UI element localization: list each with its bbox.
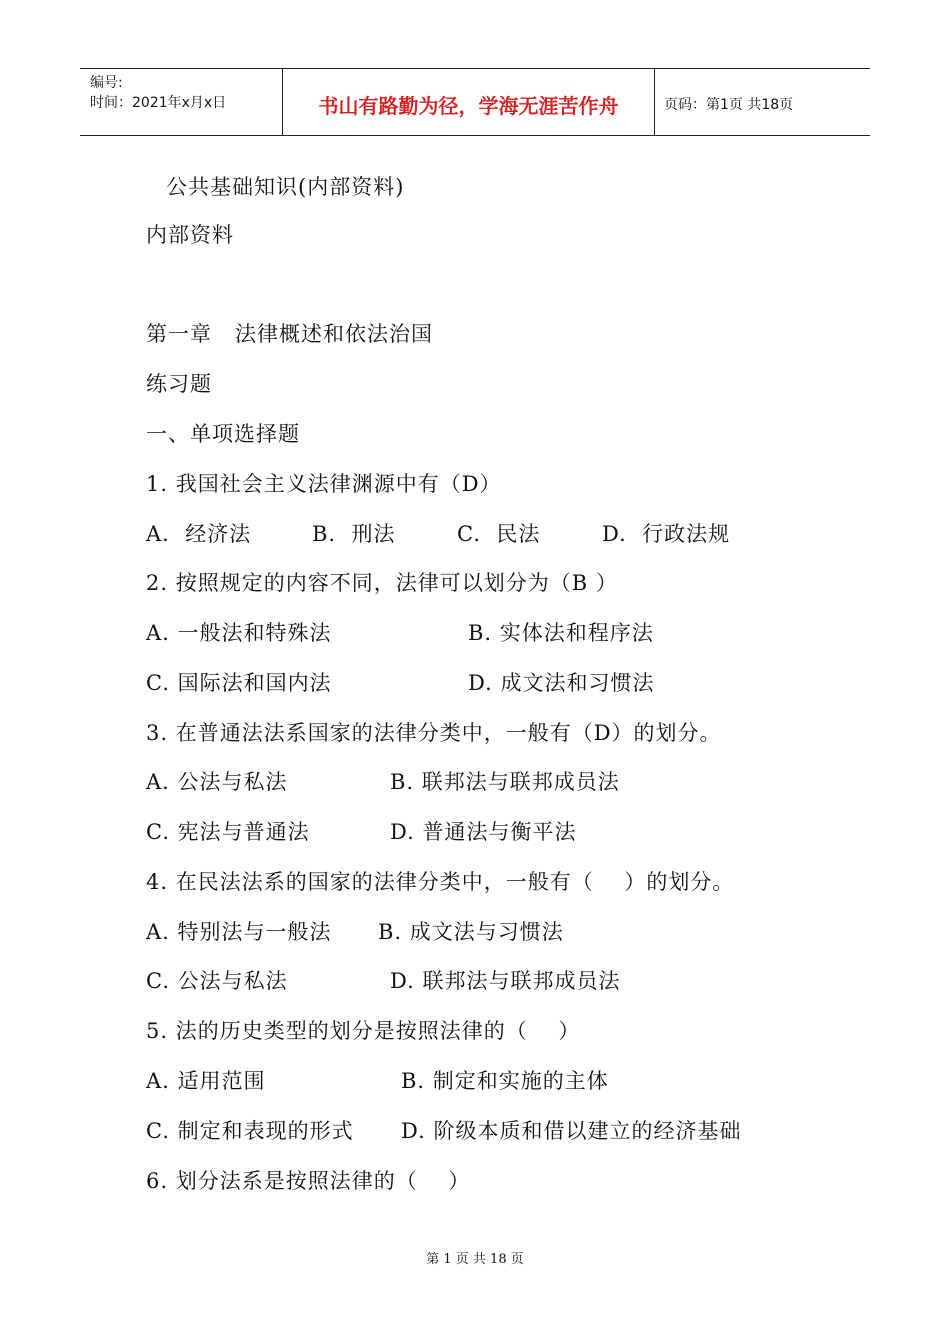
section-heading: 练习题 <box>146 372 212 396</box>
q3-option-a: A. 公法与私法 <box>146 770 288 794</box>
q2-option-b: B. 实体法和程序法 <box>468 621 654 645</box>
chapter-heading: 第一章 法律概述和依法治国 <box>146 322 434 346</box>
q5-option-b: B. 制定和实施的主体 <box>401 1069 609 1093</box>
q2-option-a: A. 一般法和特殊法 <box>146 621 332 645</box>
q4-option-b: B. 成文法与习惯法 <box>378 920 564 944</box>
q4-option-a: A. 特别法与一般法 <box>146 920 332 944</box>
question-4: 4. 在民法法系的国家的法律分类中，一般有（ ）的划分。 <box>146 870 735 894</box>
question-5: 5. 法的历史类型的划分是按照法律的（ ） <box>146 1019 581 1043</box>
header-motto: 书山有路勤为径，学海无涯苦作舟 <box>318 94 619 118</box>
document-subtitle: 内部资料 <box>146 223 234 247</box>
q4-option-c: C. 公法与私法 <box>146 969 288 993</box>
q3-option-d: D. 普通法与衡平法 <box>390 820 577 844</box>
page-footer: 第 1 页 共 18 页 <box>426 1252 524 1267</box>
document-number-label: 编号: <box>90 75 123 91</box>
q3-option-c: C. 宪法与普通法 <box>146 820 310 844</box>
q2-option-c: C. 国际法和国内法 <box>146 671 332 695</box>
question-3: 3. 在普通法法系国家的法律分类中，一般有（D）的划分。 <box>146 721 722 745</box>
q1-option-b: B. 刑法 <box>312 522 396 546</box>
q1-option-c: C. 民法 <box>457 522 541 546</box>
header-divider-right <box>654 68 655 136</box>
document-title: 公共基础知识(内部资料) <box>166 175 405 199</box>
document-date: 时间：2021年x月x日 <box>90 95 227 111</box>
part-heading: 一、单项选择题 <box>146 422 300 446</box>
header-bottom-rule <box>80 135 870 136</box>
q5-option-d: D. 阶级本质和借以建立的经济基础 <box>401 1119 742 1143</box>
header-page-info: 页码：第1页 共18页 <box>664 97 794 113</box>
question-2: 2. 按照规定的内容不同，法律可以划分为（B ） <box>146 571 618 595</box>
q5-option-a: A. 适用范围 <box>146 1069 266 1093</box>
question-6: 6. 划分法系是按照法律的（ ） <box>146 1169 471 1193</box>
header-top-rule <box>80 68 870 69</box>
q3-option-b: B. 联邦法与联邦成员法 <box>390 770 620 794</box>
question-1: 1. 我国社会主义法律渊源中有（D） <box>146 472 502 496</box>
q1-option-d: D. 行政法规 <box>602 522 731 546</box>
q2-option-d: D. 成文法和习惯法 <box>468 671 655 695</box>
q5-option-c: C. 制定和表现的形式 <box>146 1119 354 1143</box>
q1-option-a: A. 经济法 <box>146 522 252 546</box>
q4-option-d: D. 联邦法与联邦成员法 <box>390 969 621 993</box>
